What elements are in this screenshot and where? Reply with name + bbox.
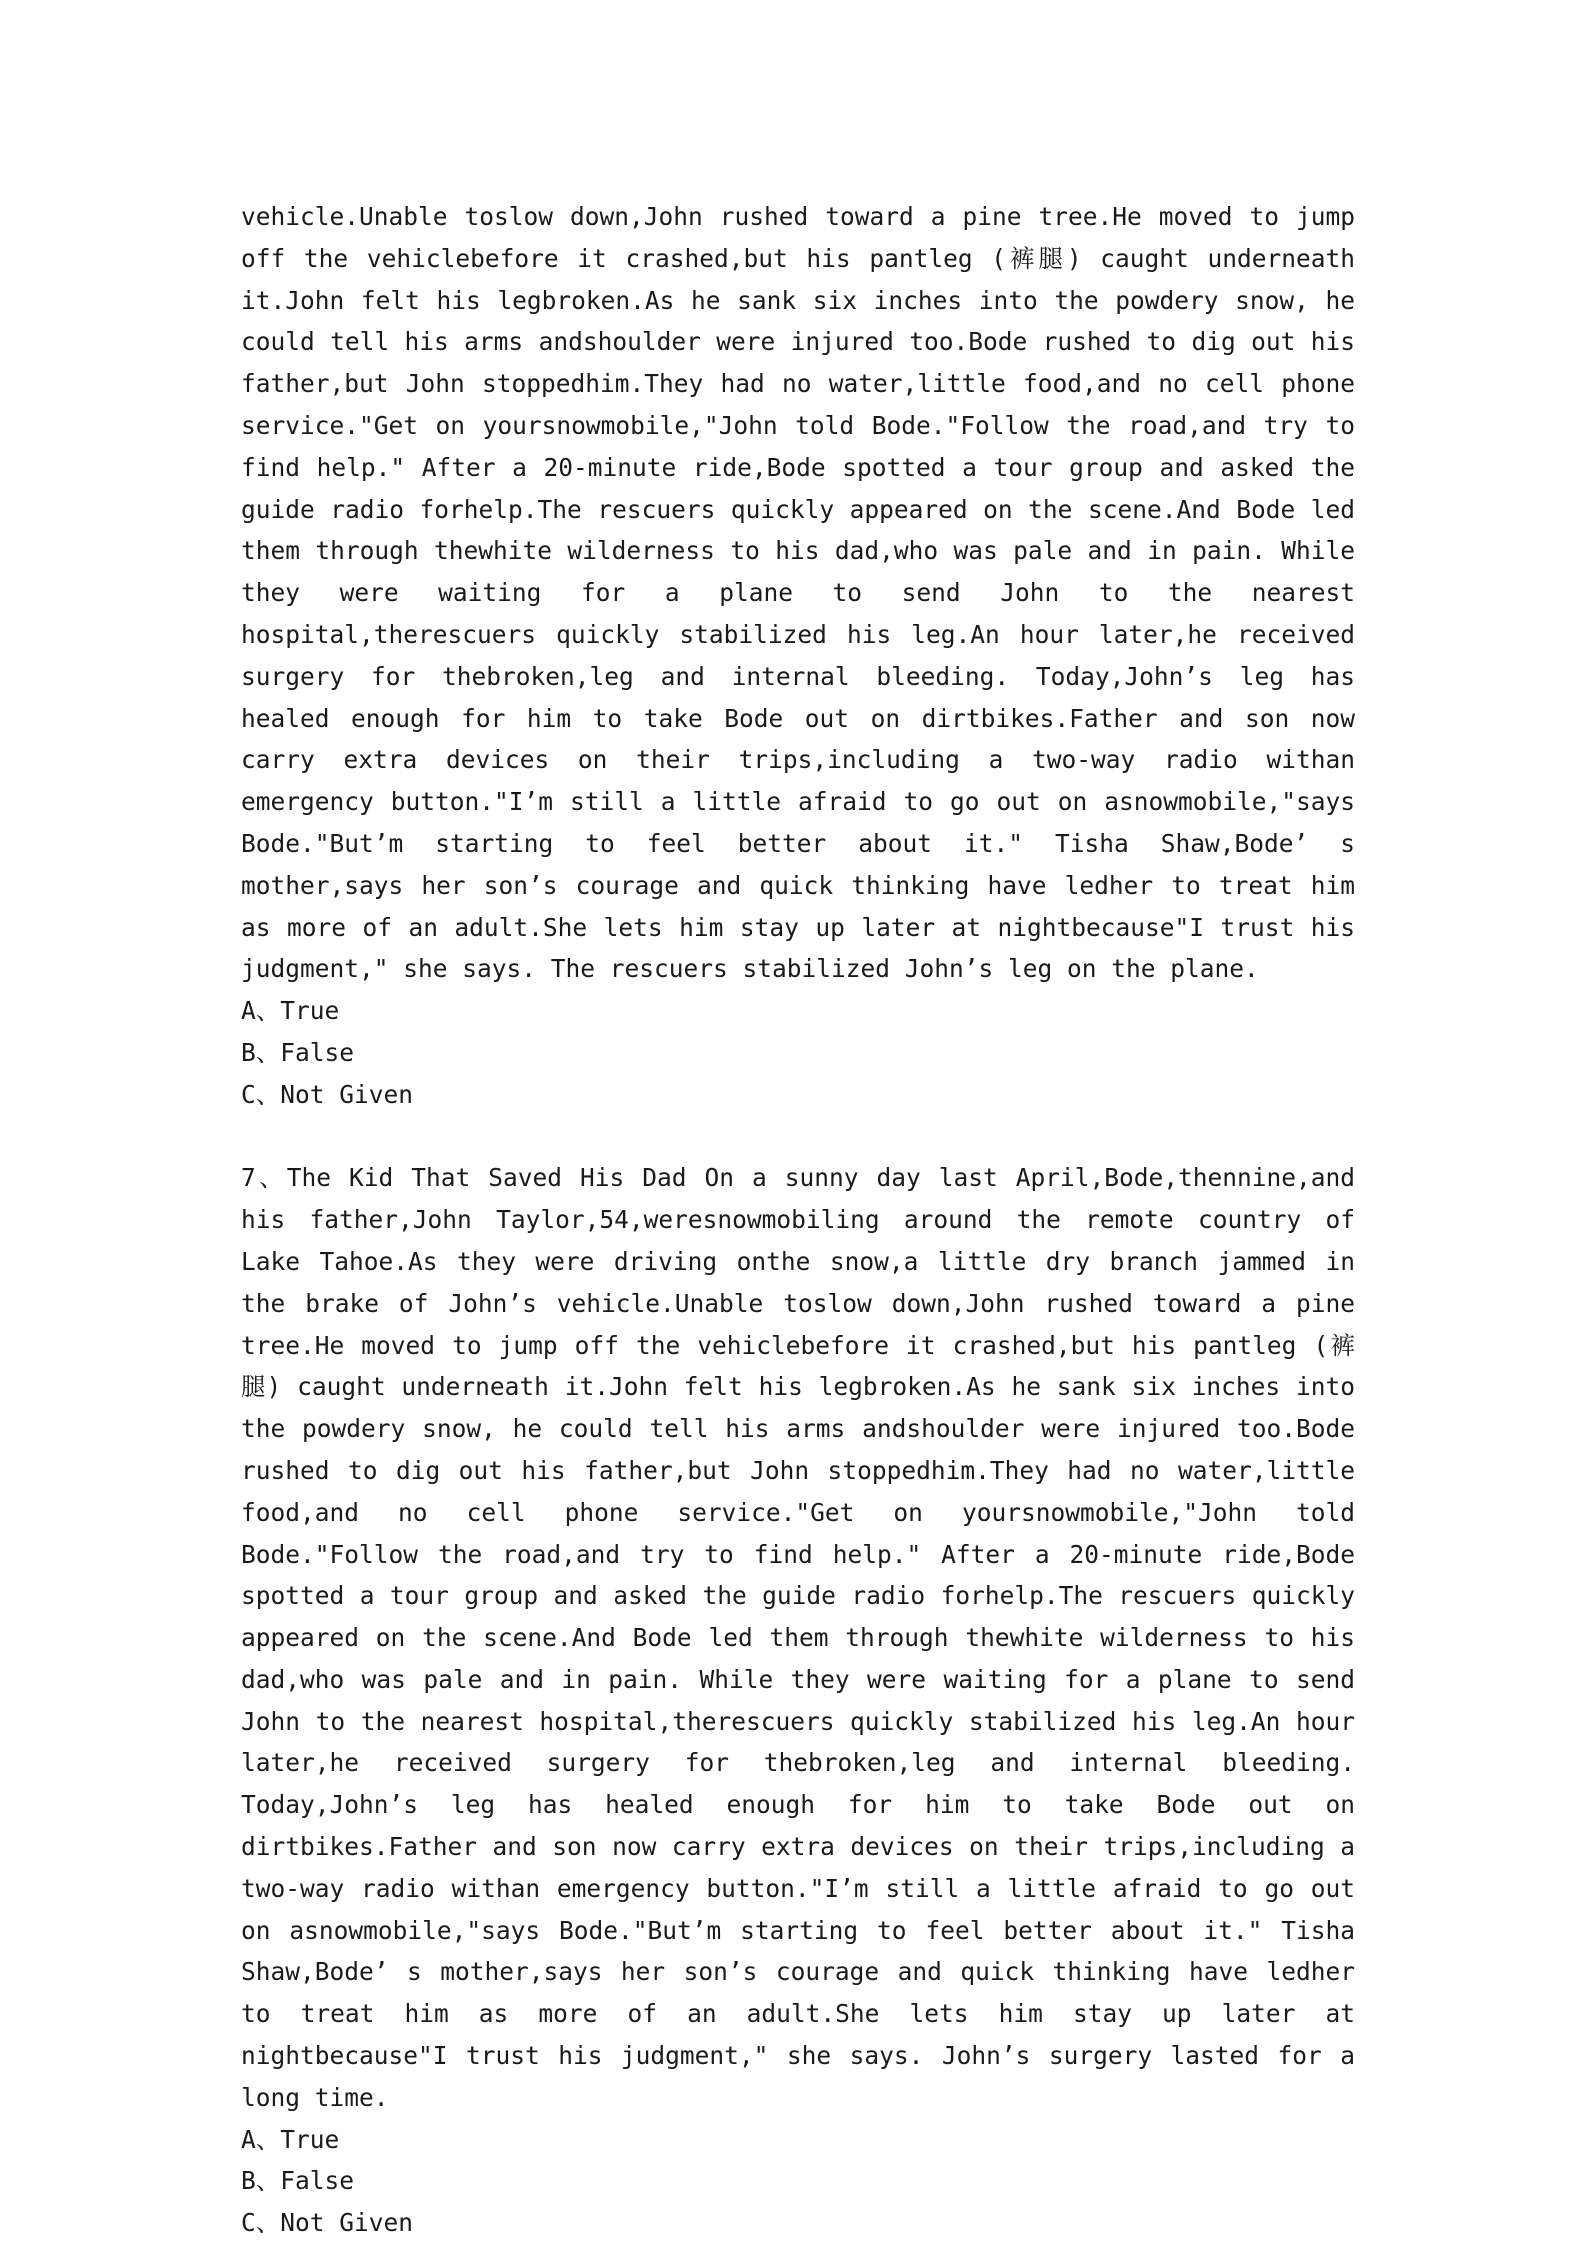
option-c: C、Not Given — [241, 1079, 414, 1109]
question-block-1 — [241, 196, 1355, 1116]
option-a: A、True — [241, 2124, 340, 2154]
option-a: A、True — [241, 996, 340, 1026]
answer-options — [241, 990, 1355, 1115]
option-b: B、False — [241, 1037, 355, 1067]
option-b: B、False — [241, 2166, 355, 2196]
question-block-7 — [241, 1157, 1355, 2244]
question-passage: vehicle.Unable toslow down,John rushed toward a pine tree.He moved to jump off the vehiclebefore it crashed,but his pantleg (裤腿) caught underneath it.John felt his legbroken.As he sank six inches into the powdery snow, he could tell his arms andshoulder were injured too.Bode rushed to dig out his father,but John stoppedhim.They had no water,little food,and no cell phone service."Get on yoursnowmobile,"John told Bode."Follow the road,and try to find help." After a 20-minute ride,Bode spotted a tour group and asked the guide radio forhelp.The rescuers quickly appeared on the scene.And Bode led them through thewhite wilderness to his dad,who was pale and in pain. While they were waiting for a plane to send John to the nearest hospital,therescuers quickly stabilized his leg.An hour later,he received surgery for thebroken,leg and internal bleeding. Today,John’s leg has healed enough for him to take Bode out on dirtbikes.Father and son now carry extra devices on their trips,including a two-way radio withan emergency button."I’m still a little afraid to go out on asnowmobile,"says Bode."But’m starting to feel better about it." Tisha Shaw,Bode’ s mother,says her son’s courage and quick thinking have ledher to treat him as more of an adult.She lets him stay up later at nightbecause"I trust his judgment," she says. The rescuers stabilized John’s leg on the plane. — [241, 202, 1355, 984]
question-passage: 7、The Kid That Saved His Dad On a sunny day last April,Bode,thennine,and his father,John Taylor,54,weresnowmobiling around the remote country of Lake Tahoe.As they were driving onthe snow,a little dry branch jammed in the brake of John’s vehicle.Unable toslow down,John rushed toward a pine tree.He moved to jump off the vehiclebefore it crashed,but his pantleg (裤腿) caught underneath it.John felt his legbroken.As he sank six inches into the powdery snow, he could tell his arms andshoulder were injured too.Bode rushed to dig out his father,but John stoppedhim.They had no water,little food,and no cell phone service."Get on yoursnowmobile,"John told Bode."Follow the road,and try to find help." After a 20-minute ride,Bode spotted a tour group and asked the guide radio forhelp.The rescuers quickly appeared on the scene.And Bode led them through thewhite wilderness to his dad,who was pale and in pain. While they were waiting for a plane to send John to the nearest hospital,therescuers quickly stabilized his leg.An hour later,he received surgery for thebroken,leg and internal bleeding. Today,John’s leg has healed enough for him to take Bode out on dirtbikes.Father and son now carry extra devices on their trips,including a two-way radio withan emergency button."I’m still a little afraid to go out on asnowmobile,"says Bode."But’m starting to feel better about it." Tisha Shaw,Bode’ s mother,says her son’s courage and quick thinking have ledher to treat him as more of an adult.She lets him stay up later at nightbecause"I trust his judgment," she says. John’s surgery lasted for a long time. — [241, 1163, 1355, 2112]
option-c: C、Not Given — [241, 2208, 414, 2238]
document-content — [241, 196, 1355, 2244]
answer-options — [241, 2119, 1355, 2244]
